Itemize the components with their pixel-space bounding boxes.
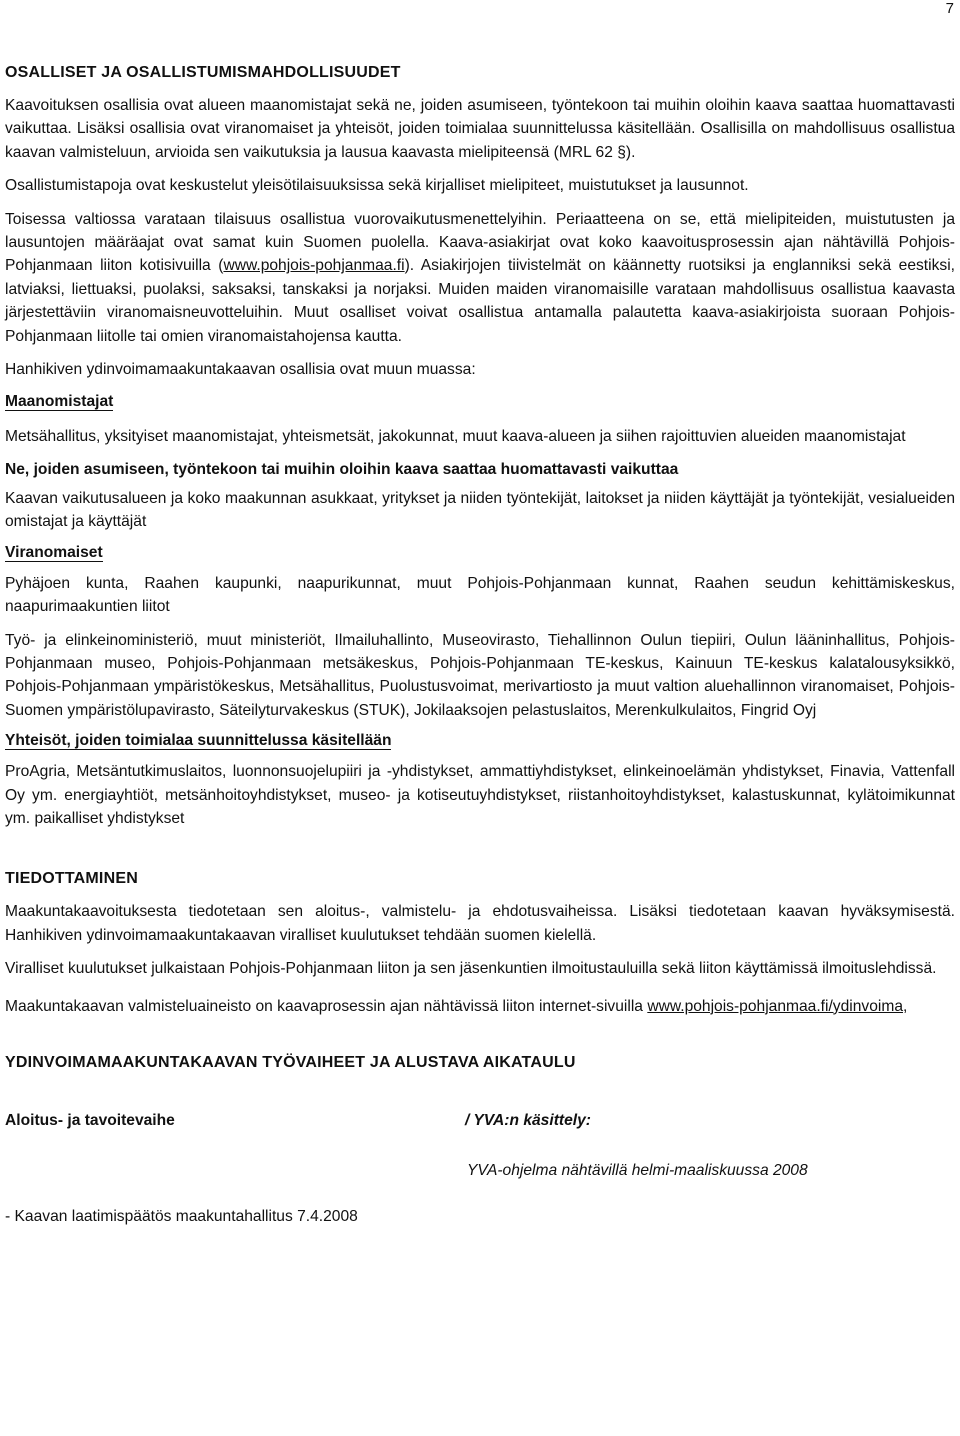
- yva-item: YVA-ohjelma nähtävillä helmi-maaliskuussa 2008: [467, 1161, 808, 1179]
- group-heading-text: Viranomaiset: [5, 543, 103, 561]
- group-heading-maanomistajat: [5, 393, 955, 411]
- group-heading-text: Maanomistajat: [5, 393, 114, 411]
- group-text-viranomaiset-valtio: Työ- ja elinkeinoministeriö, muut ministeriöt, Ilmailuhallinto, Museovirasto, Tiehallinnon Oulun tiepiiri, Oulun lääninhallitus, Pohjois-Pohjanmaan museo, Pohjois-Pohjanmaan metsäkeskus, Pohjois-Pohjanmaan TE-keskus, Kainuun TE-keskus kalatalousyksikkö, Pohjois-Pohjanmaan ympäristökeskus, Metsähallitus, Puolustusvoimat, merivartiosto ja muut valtion aluehallinnon viranomaiset, Pohjois-Suomen ympäristölupavirasto, Säteilyturvakeskus (STUK), Jokilaaksojen pelastuslaitos, Merenkulkulaitos, Fingrid Oyj: [5, 631, 955, 719]
- section-heading-tiedottaminen: TIEDOTTAMINEN: [5, 870, 138, 888]
- group-heading-asukkaat: Ne, joiden asumiseen, työntekoon tai muihin oloihin kaava saattaa huomattavasti vaikuttaa: [5, 460, 679, 478]
- schedule-block: [5, 1112, 955, 1232]
- page-number: 7: [945, 0, 954, 17]
- group-heading-text: Yhteisöt, joiden toimialaa suunnittelussa käsitellään: [5, 732, 392, 750]
- website-link[interactable]: www.pohjois-pohjanmaa.fi: [223, 257, 405, 275]
- document-body: [5, 64, 955, 1232]
- group-text-maanomistajat: Metsähallitus, yksityiset maanomistajat, yhteismetsät, jakokunnat, muut kaava-alueen ja siihen rajoittuvien alueiden maanomistajat: [5, 428, 906, 446]
- phase-heading-yva: / YVA:n käsittely:: [465, 1111, 591, 1129]
- ydinvoima-link[interactable]: www.pohjois-pohjanmaa.fi/ydinvoima,: [647, 997, 908, 1015]
- paragraph-toinen-valtio: [5, 208, 955, 348]
- paragraph-tiedottaminen: Maakuntakaavoituksesta tiedotetaan sen aloitus-, valmistelu- ja ehdotusvaiheissa. Lisäksi tiedotetaan kaavan hyväksymisestä. Hanhikiven ydinvoimamaakuntakaavan viralliset kuulutukset tehdään suomen kielellä.: [5, 903, 955, 944]
- paragraph-text: Toisessa valtiossa varataan tilaisuus osallistua vuorovaikutusmenettelyihin. Periaatteena on se, että mielipiteiden, muistutusten ja lausuntojen määräajat ovat samat kuin Suomen puolella. Kaava-asiakirjat ovat koko kaavoitusprosessin ajan nähtävillä Pohjois-Pohjanmaan liiton kotisivuilla (: [5, 210, 955, 275]
- paragraph-osalliset-intro: Kaavoituksen osallisia ovat alueen maanomistajat sekä ne, joiden asumiseen, työntekoon tai muihin oloihin kaava saattaa huomattavasti vaikuttaa. Lisäksi osallisia ovat viranomaiset ja yhteisöt, joiden toimialaa suunnittelussa käsitellään. Osallisilla on mahdollisuus osallistua kaavan valmisteluun, arvioida sen vaikutuksia ja lausua kaavasta mielipiteensä (MRL 62 §).: [5, 97, 955, 161]
- paragraph-osalliset-list-intro: Hanhikiven ydinvoimamaakuntakaavan osallisia ovat muun muassa:: [5, 361, 476, 379]
- section-heading-osalliset: OSALLISET JA OSALLISTUMISMAHDOLLISUUDET: [5, 64, 401, 81]
- group-text-viranomaiset-kunnat: Pyhäjoen kunta, Raahen kaupunki, naapurikunnat, muut Pohjois-Pohjanmaan kunnat, Raahen seudun kehittämiskeskus, naapurimaakuntien liitot: [5, 574, 955, 616]
- paragraph-text: Maakuntakaavan valmisteluaineisto on kaavaprosessin ajan nähtävissä liiton internet-sivuilla: [5, 997, 648, 1015]
- paragraph-kuulutukset: Viralliset kuulutukset julkaistaan Pohjois-Pohjanmaan liiton ja sen jäsenkuntien ilmoitustauluilla sekä liiton käyttämissä ilmoituslehdissä.: [5, 960, 937, 978]
- paragraph-valmisteluaineisto: [5, 995, 955, 1018]
- group-text-yhteisot: ProAgria, Metsäntutkimuslaitos, luonnonsuojelupiiri ja -yhdistykset, ammattiyhdistykset, elinkeinoelämän yhdistykset, Finavia, Vattenfall Oy ym. energiayhtiöt, metsänhoitoyhdistykset, museo- ja kotiseutuyhdistykset, riistanhoitoyhdistykset, kalastuskunnat, kylätoimikunnat ym. paikalliset yhdistykset: [5, 763, 955, 827]
- phase-item-laatimispaatos: - Kaavan laatimispäätös maakuntahallitus 7.4.2008: [5, 1207, 358, 1225]
- paragraph-osallistumistavat: Osallistumistapoja ovat keskustelut yleisötilaisuuksissa sekä kirjalliset mielipiteet, muistutukset ja lausunnot.: [5, 177, 749, 195]
- group-text-asukkaat: Kaavan vaikutusalueen ja koko maakunnan asukkaat, yritykset ja niiden työntekijät, laitokset ja niiden käyttäjät ja työntekijät, vesialueiden omistajat ja käyttäjät: [5, 489, 955, 531]
- group-heading-yhteisot: [5, 732, 955, 750]
- section-heading-tyovaiheet: YDINVOIMAMAAKUNTAKAAVAN TYÖVAIHEET JA ALUSTAVA AIKATAULU: [5, 1053, 576, 1071]
- paragraph-text: ). Asiakirjojen tiivistelmät on käännetty ruotsiksi ja englanniksi sekä eestiksi, latviaksi, liettuaksi, puolaksi, saksaksi, tanskaksi ja norjaksi. Muiden maiden viranomaisille varataan mahdollisuus osallistua kaavasta järjestettäviin viranomaisneuvotteluihin. Muut osalliset voivat osallistua antamalla palautetta kaava-asiakirjoista suoraan Pohjois-Pohjanmaan liitolle tai omien viranomaistahojensa kautta.: [5, 257, 955, 345]
- phase-heading-aloitus: Aloitus- ja tavoitevaihe: [5, 1111, 175, 1129]
- group-heading-viranomaiset: [5, 544, 955, 562]
